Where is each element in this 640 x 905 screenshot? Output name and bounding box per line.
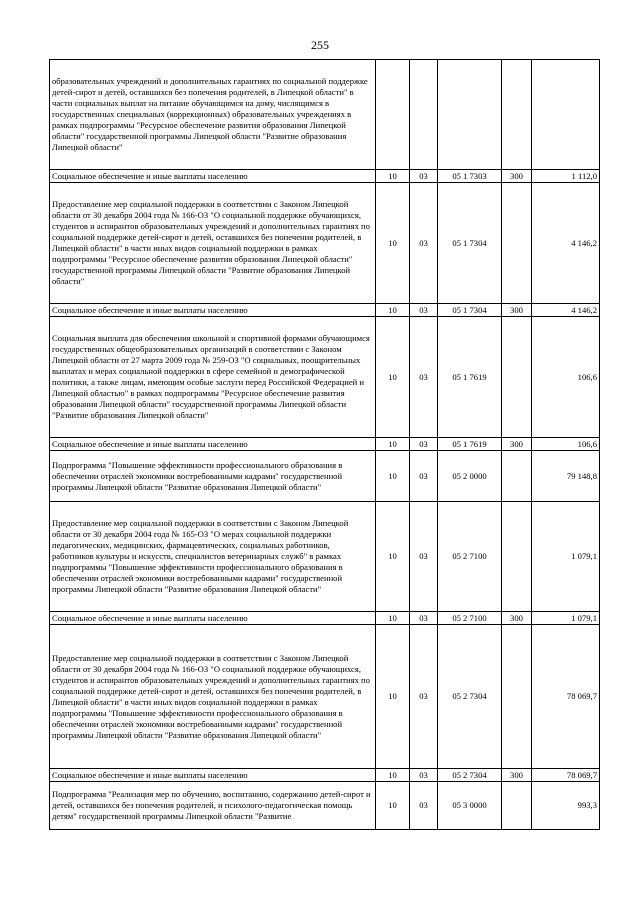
row-expense-type-code: 300: [502, 170, 532, 183]
row-description: Подпрограмма "Реализация мер по обучению, воспитанию, содержанию детей-сирот и детей, оставшихся без попечения родителей, и психолого-педагогическая помощь детям" государственной программы Липецкой области "Развитие: [50, 782, 376, 830]
row-target-item-code: 05 1 7303: [438, 170, 502, 183]
table-row: [50, 60, 600, 170]
row-target-item-code: 05 3 0000: [438, 782, 502, 830]
row-target-item-code: 05 1 7619: [438, 438, 502, 451]
row-section-code: 10: [376, 451, 410, 502]
row-expense-type-code: [502, 60, 532, 170]
table-row: [50, 451, 600, 502]
row-expense-type-code: 300: [502, 304, 532, 317]
row-expense-type-code: [502, 451, 532, 502]
table-row: [50, 304, 600, 317]
row-description: образовательных учреждений и дополнительных гарантиях по социальной поддержке детей-сирот и детей, оставшихся без попечения родителей, в Липецкой области" в части социальных выплат на питание обучающимся на дому, числящимся в государственных специальных (коррекционных) образовательных учреждениях в рамках подпрограммы "Ресурсное обеспечение развития образования Липецкой области" государственной программы Липецкой области "Развитие образования Липецкой области": [50, 60, 376, 170]
row-description: Социальное обеспечение и иные выплаты населению: [50, 612, 376, 625]
row-target-item-code: 05 1 7304: [438, 183, 502, 304]
row-target-item-code: 05 2 7304: [438, 625, 502, 769]
row-description: Социальное обеспечение и иные выплаты населению: [50, 769, 376, 782]
row-subsection-code: 03: [410, 451, 438, 502]
row-expense-type-code: 300: [502, 769, 532, 782]
row-subsection-code: 03: [410, 612, 438, 625]
row-section-code: [376, 60, 410, 170]
row-subsection-code: 03: [410, 438, 438, 451]
row-section-code: 10: [376, 625, 410, 769]
table-row: [50, 502, 600, 612]
row-amount: 1 079,1: [532, 612, 600, 625]
row-description: Социальная выплата для обеспечения школьной и спортивной формами обучающимся государственных общеобразовательных организаций в соответствии с Законом Липецкой области от 27 марта 2009 года № 259-ОЗ "О социальных, поощрительных выплатах и мерах социальной поддержки в сфере семейной и демографической политики, а также лицам, имеющим особые заслуги перед Российской Федерацией и Липецкой областью" в рамках подпрограммы "Ресурсное обеспечение развития образования Липецкой области" государственной программы Липецкой области "Развитие образования Липецкой области": [50, 317, 376, 438]
row-section-code: 10: [376, 612, 410, 625]
row-section-code: 10: [376, 317, 410, 438]
row-subsection-code: 03: [410, 170, 438, 183]
row-target-item-code: 05 1 7304: [438, 304, 502, 317]
budget-table-body: [50, 60, 600, 830]
row-section-code: 10: [376, 502, 410, 612]
row-expense-type-code: [502, 317, 532, 438]
table-row: [50, 769, 600, 782]
row-amount: 1 079,1: [532, 502, 600, 612]
row-amount: [532, 60, 600, 170]
row-target-item-code: 05 2 7304: [438, 769, 502, 782]
row-amount: 106,6: [532, 317, 600, 438]
row-target-item-code: [438, 60, 502, 170]
page-number: 255: [311, 38, 329, 52]
row-section-code: 10: [376, 438, 410, 451]
row-description: Предоставление мер социальной поддержки в соответствии с Законом Липецкой области от 30 декабря 2004 года № 166-ОЗ "О социальной поддержке обучающихся, студентов и аспирантов образовательных учреждений и дополнительных гарантиях по социальной поддержке детей-сирот и детей, оставшихся без попечения родителей, в Липецкой области" в части иных видов социальной поддержки в рамках подпрограммы "Повышение эффективности профессионального образования в обеспечении отраслей экономики востребованными кадрами" государственной программы Липецкой области "Развитие образования Липецкой области": [50, 625, 376, 769]
row-expense-type-code: [502, 625, 532, 769]
row-expense-type-code: [502, 502, 532, 612]
row-description: Предоставление мер социальной поддержки в соответствии с Законом Липецкой области от 30 декабря 2004 года № 166-ОЗ "О социальной поддержке обучающихся, студентов и аспирантов образовательных учреждений и дополнительных гарантиях по социальной поддержке детей-сирот и детей, оставшихся без попечения родителей, в Липецкой области" в части иных видов социальной поддержки в рамках подпрограммы "Ресурсное обеспечение развития образования Липецкой области" государственной программы Липецкой области "Развитие образования Липецкой области": [50, 183, 376, 304]
row-amount: 4 146,2: [532, 183, 600, 304]
row-subsection-code: 03: [410, 625, 438, 769]
row-expense-type-code: 300: [502, 612, 532, 625]
row-subsection-code: 03: [410, 183, 438, 304]
row-section-code: 10: [376, 304, 410, 317]
row-amount: 993,3: [532, 782, 600, 830]
table-row: [50, 438, 600, 451]
row-amount: 106,6: [532, 438, 600, 451]
row-description: Социальное обеспечение и иные выплаты населению: [50, 170, 376, 183]
row-expense-type-code: 300: [502, 438, 532, 451]
row-section-code: 10: [376, 183, 410, 304]
row-description: Предоставление мер социальной поддержки в соответствии с Законом Липецкой области от 30 декабря 2004 года № 165-ОЗ "О мерах социальной поддержки педагогических, медицинских, фармацевтических, социальных работников, работников культуры и искусств, специалистов ветеринарных служб" в рамках подпрограммы "Повышение эффективности профессионального образования в обеспечении отраслей экономики востребованными кадрами" государственной программы Липецкой области "Развитие образования Липецкой области": [50, 502, 376, 612]
table-row: [50, 782, 600, 830]
table-row: [50, 183, 600, 304]
row-section-code: 10: [376, 769, 410, 782]
row-expense-type-code: [502, 782, 532, 830]
row-target-item-code: 05 2 7100: [438, 502, 502, 612]
row-section-code: 10: [376, 170, 410, 183]
table-row: [50, 170, 600, 183]
row-subsection-code: [410, 60, 438, 170]
row-subsection-code: 03: [410, 769, 438, 782]
table-row: [50, 317, 600, 438]
row-subsection-code: 03: [410, 502, 438, 612]
row-subsection-code: 03: [410, 304, 438, 317]
row-amount: 4 146,2: [532, 304, 600, 317]
row-target-item-code: 05 1 7619: [438, 317, 502, 438]
row-subsection-code: 03: [410, 782, 438, 830]
row-description: Социальное обеспечение и иные выплаты населению: [50, 304, 376, 317]
row-subsection-code: 03: [410, 317, 438, 438]
row-target-item-code: 05 2 7100: [438, 612, 502, 625]
row-amount: 79 148,8: [532, 451, 600, 502]
row-target-item-code: 05 2 0000: [438, 451, 502, 502]
table-row: [50, 625, 600, 769]
row-amount: 78 069,7: [532, 769, 600, 782]
budget-table: [49, 59, 600, 830]
table-row: [50, 612, 600, 625]
row-expense-type-code: [502, 183, 532, 304]
row-section-code: 10: [376, 782, 410, 830]
row-description: Подпрограмма "Повышение эффективности профессионального образования в обеспечении отраслей экономики востребованными кадрами" государственной программы Липецкой области "Развитие образования Липецкой области": [50, 451, 376, 502]
row-description: Социальное обеспечение и иные выплаты населению: [50, 438, 376, 451]
row-amount: 1 112,0: [532, 170, 600, 183]
row-amount: 78 069,7: [532, 625, 600, 769]
